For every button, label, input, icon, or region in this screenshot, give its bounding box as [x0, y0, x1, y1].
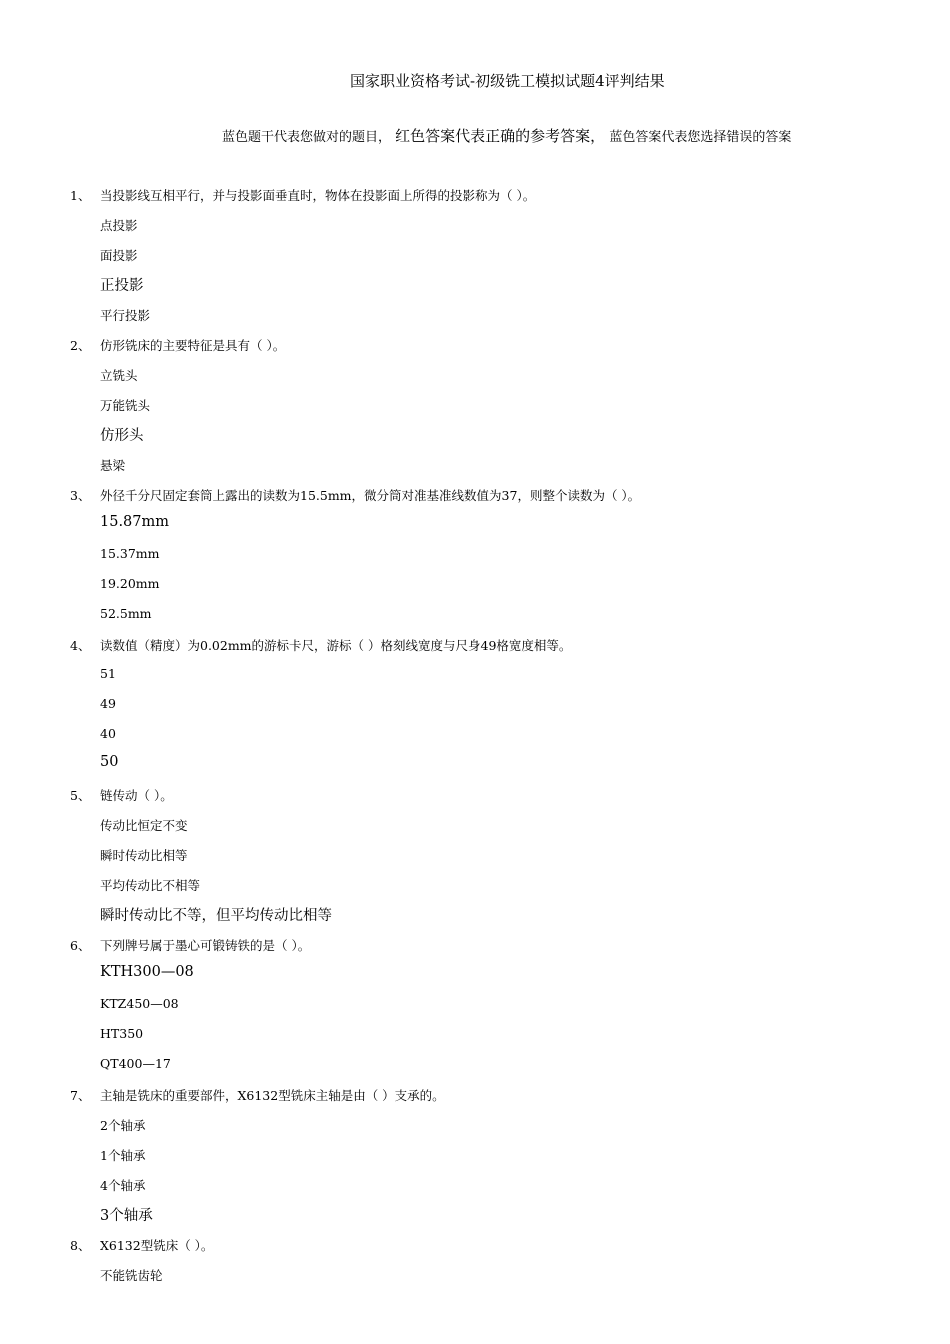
legend-wrong-answer: 蓝色答案代表您选择错误的答案 — [609, 130, 792, 145]
answer-option: QT400—17 — [100, 1056, 171, 1071]
answer-option-correct: 仿形头 — [100, 428, 144, 444]
answer-option: HT350 — [100, 1026, 144, 1041]
answer-option: 立铣头 — [100, 368, 138, 383]
answer-option: 15.37mm — [100, 546, 160, 561]
answer-option: 点投影 — [100, 218, 138, 233]
answer-option-correct: KTH300—08 — [100, 964, 194, 980]
question-text: 下列牌号属于墨心可锻铸铁的是（ ）。 — [100, 938, 311, 953]
question-number: 8、 — [70, 1238, 91, 1253]
answer-option: 面投影 — [100, 248, 138, 263]
question-stem — [70, 1236, 213, 1254]
question-number: 5、 — [70, 788, 91, 803]
question-text: 链传动（ ）。 — [100, 788, 173, 803]
answer-option: 1个轴承 — [100, 1148, 146, 1163]
answer-option: 40 — [100, 726, 116, 741]
question-number: 7、 — [70, 1088, 91, 1103]
question-stem — [70, 486, 640, 504]
legend-correct-stem: 蓝色题干代表您做对的题目， — [222, 130, 392, 145]
question-stem — [70, 336, 285, 354]
answer-option: 2个轴承 — [100, 1118, 146, 1133]
question-number: 1、 — [70, 188, 91, 203]
question-number: 3、 — [70, 488, 91, 503]
question-text: 主轴是铣床的重要部件，X6132型铣床主轴是由（ ）支承的。 — [100, 1088, 445, 1103]
answer-option: 52.5mm — [100, 606, 152, 621]
question-stem — [70, 936, 310, 954]
question-stem — [70, 1086, 445, 1104]
answer-option: 平均传动比不相等 — [100, 878, 201, 893]
answer-option: 瞬时传动比相等 — [100, 848, 188, 863]
question-text: 外径千分尺固定套筒上露出的读数为15.5mm，微分筒对准基准线数值为37，则整个读数为（ ）。 — [100, 488, 641, 503]
question-text: 读数值（精度）为0.02mm的游标卡尺，游标（ ）格刻线宽度与尺身49格宽度相等。 — [100, 638, 572, 653]
legend-reference-answer: 红色答案代表正确的参考答案， — [395, 127, 606, 145]
answer-option: 传动比恒定不变 — [100, 818, 188, 833]
question-number: 2、 — [70, 338, 91, 353]
answer-option-correct: 15.87mm — [100, 514, 170, 530]
answer-option: KTZ450—08 — [100, 996, 179, 1011]
question-text: X6132型铣床（ ）。 — [100, 1238, 214, 1253]
question-stem — [70, 786, 173, 804]
answer-option-correct: 50 — [100, 754, 119, 770]
page-title: 国家职业资格考试-初级铣工模拟试题4评判结果 — [350, 72, 665, 90]
question-stem — [70, 636, 571, 654]
question-stem — [70, 186, 535, 204]
answer-option: 悬梁 — [100, 458, 126, 473]
answer-option: 万能铣头 — [100, 398, 151, 413]
answer-option: 19.20mm — [100, 576, 160, 591]
question-number: 4、 — [70, 638, 91, 653]
question-number: 6、 — [70, 938, 91, 953]
answer-option-correct: 瞬时传动比不等，但平均传动比相等 — [100, 908, 332, 924]
legend-line — [222, 125, 791, 146]
answer-option: 不能铣齿轮 — [100, 1268, 163, 1283]
question-text: 当投影线互相平行，并与投影面垂直时，物体在投影面上所得的投影称为（ ）。 — [100, 188, 536, 203]
answer-option-correct: 正投影 — [100, 278, 144, 294]
answer-option: 4个轴承 — [100, 1178, 146, 1193]
answer-option: 49 — [100, 696, 116, 711]
answer-option: 51 — [100, 666, 116, 681]
question-text: 仿形铣床的主要特征是具有（ ）。 — [100, 338, 286, 353]
answer-option-correct: 3个轴承 — [100, 1208, 153, 1224]
answer-option: 平行投影 — [100, 308, 151, 323]
